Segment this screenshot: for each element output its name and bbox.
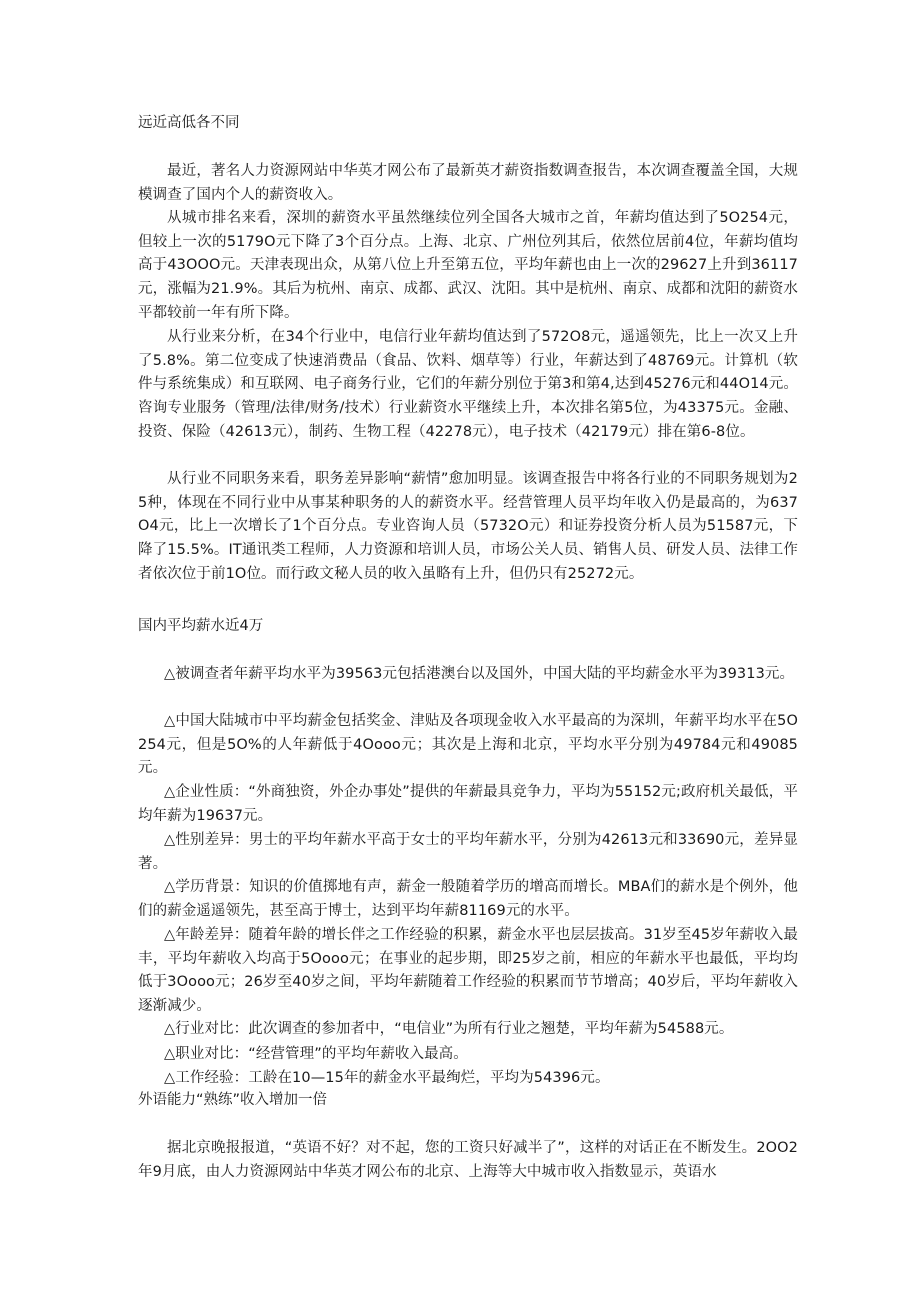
paragraph-job-position: 从行业不同职务来看，职务差异影响“薪情”愈加明显。该调查报告中将各行业的不同职务规划为25种，体现在不同行业中从事某种职务的人的薪资水平。经营管理人员平均年收入仍是最高的，为637O4元，比上一次增长了1个百分点。专业咨询人员（5732O元）和证券投资分析人员为51587元，下降了15.5%。IT通讯类工程师，人力资源和培训人员，市场公关人员、销售人员、研发人员、法律工作者依次位于前1O位。而行政文秘人员的收入虽略有上升，但仍只有25272元。	[138, 471, 798, 582]
section-heading-foreign-language: 外语能力“熟练”收入增加一倍	[138, 1092, 328, 1108]
bullet-item-gender-difference: △性别差异：男士的平均年薪水平高于女士的平均年薪水平，分别为42613元和33690元，差异显著。	[138, 832, 798, 872]
paragraph-industry-analysis: 从行业来分析，在34个行业中，电信行业年薪均值达到了572O8元，遥遥领先，比上一次又上升了5.8%。第二位变成了快速消费品（食品、饮料、烟草等）行业，年薪达到了48769元。计算机（软件与系统集成）和互联网、电子商务行业，它们的年薪分别位于第3和第4,达到45276元和44O14元。咨询专业服务（管理/法律/财务/技术）行业薪资水平继续上升，本次排名第5位，为43375元。金融、投资、保险（42613元），制药、生物工程（42278元），电子技术（42179元）排在第6-8位。	[138, 329, 798, 440]
bullet-item-industry-comparison: △行业对比：此次调查的参加者中，“电信业”为所有行业之翘楚，平均年薪为54588元。	[164, 1021, 734, 1037]
section-heading-distance: 远近高低各不同	[138, 115, 240, 131]
paragraph-city-ranking: 从城市排名来看，深圳的薪资水平虽然继续位列全国各大城市之首，年薪均值达到了5O254元，但较上一次的5179O元下降了3个百分点。上海、北京、广州位列其后，依然位居前4位，年薪均值均高于43OOO元。天津表现出众，从第八位上升至第五位，平均年薪也由上一次的29627上升到36117元，涨幅为21.9%。其后为杭州、南京、成都、武汉、沈阳。其中是杭州、南京、成都和沈阳的薪资水平都较前一年有所下降。	[138, 210, 798, 321]
bullet-item-education: △学历背景：知识的价值掷地有声，薪金一般随着学历的增高而增长。MBA们的薪水是个例外，他们的薪金遥遥领先，甚至高于博士，达到平均年薪81169元的水平。	[138, 879, 798, 919]
section-heading-average-salary: 国内平均薪水近4万	[138, 618, 264, 634]
bullet-item-occupation-comparison: △职业对比：“经营管理”的平均年薪收入最高。	[164, 1046, 468, 1062]
paragraph-english-salary: 据北京晚报报道，“英语不好？对不起，您的工资只好减半了”，这样的对话正在不断发生。2OO2年9月底，由人力资源网站中华英才网公布的北京、上海等大中城市收入指数显示，英语水	[138, 1140, 798, 1180]
bullet-item-enterprise-type: △企业性质：“外商独资，外企办事处”提供的年薪最具竞争力，平均为55152元;政府机关最低，平均年薪为19637元。	[138, 784, 798, 824]
bullet-item-surveyed-average: △被调查者年薪平均水平为39563元包括港澳台以及国外，中国大陆的平均薪金水平为39313元。	[164, 666, 795, 682]
bullet-item-age-difference: △年龄差异：随着年龄的增长伴之工作经验的积累，薪金水平也层层拔高。31岁至45岁年薪收入最丰，平均年薪收入均高于5Oooo元；在事业的起步期，即25岁之前，相应的年薪水平也最低，平均均低于3Oooo元；26岁至40岁之间，平均年薪随着工作经验的积累而节节增高；40岁后，平均年薪收入逐渐减少。	[138, 927, 798, 1015]
bullet-item-city-highest: △中国大陆城市中平均薪金包括奖金、津贴及各项现金收入水平最高的为深圳，年薪平均水平在5O254元，但是5O%的人年薪低于4Oooo元；其次是上海和北京，平均水平分别为49784元和49085元。	[138, 713, 798, 777]
paragraph-intro: 最近，著名人力资源网站中华英才网公布了最新英才薪资指数调查报告，本次调查覆盖全国，大规模调查了国内个人的薪资收入。	[138, 163, 798, 203]
bullet-item-work-experience: △工作经验：工龄在10—15年的薪金水平最绚烂，平均为54396元。	[164, 1070, 610, 1086]
